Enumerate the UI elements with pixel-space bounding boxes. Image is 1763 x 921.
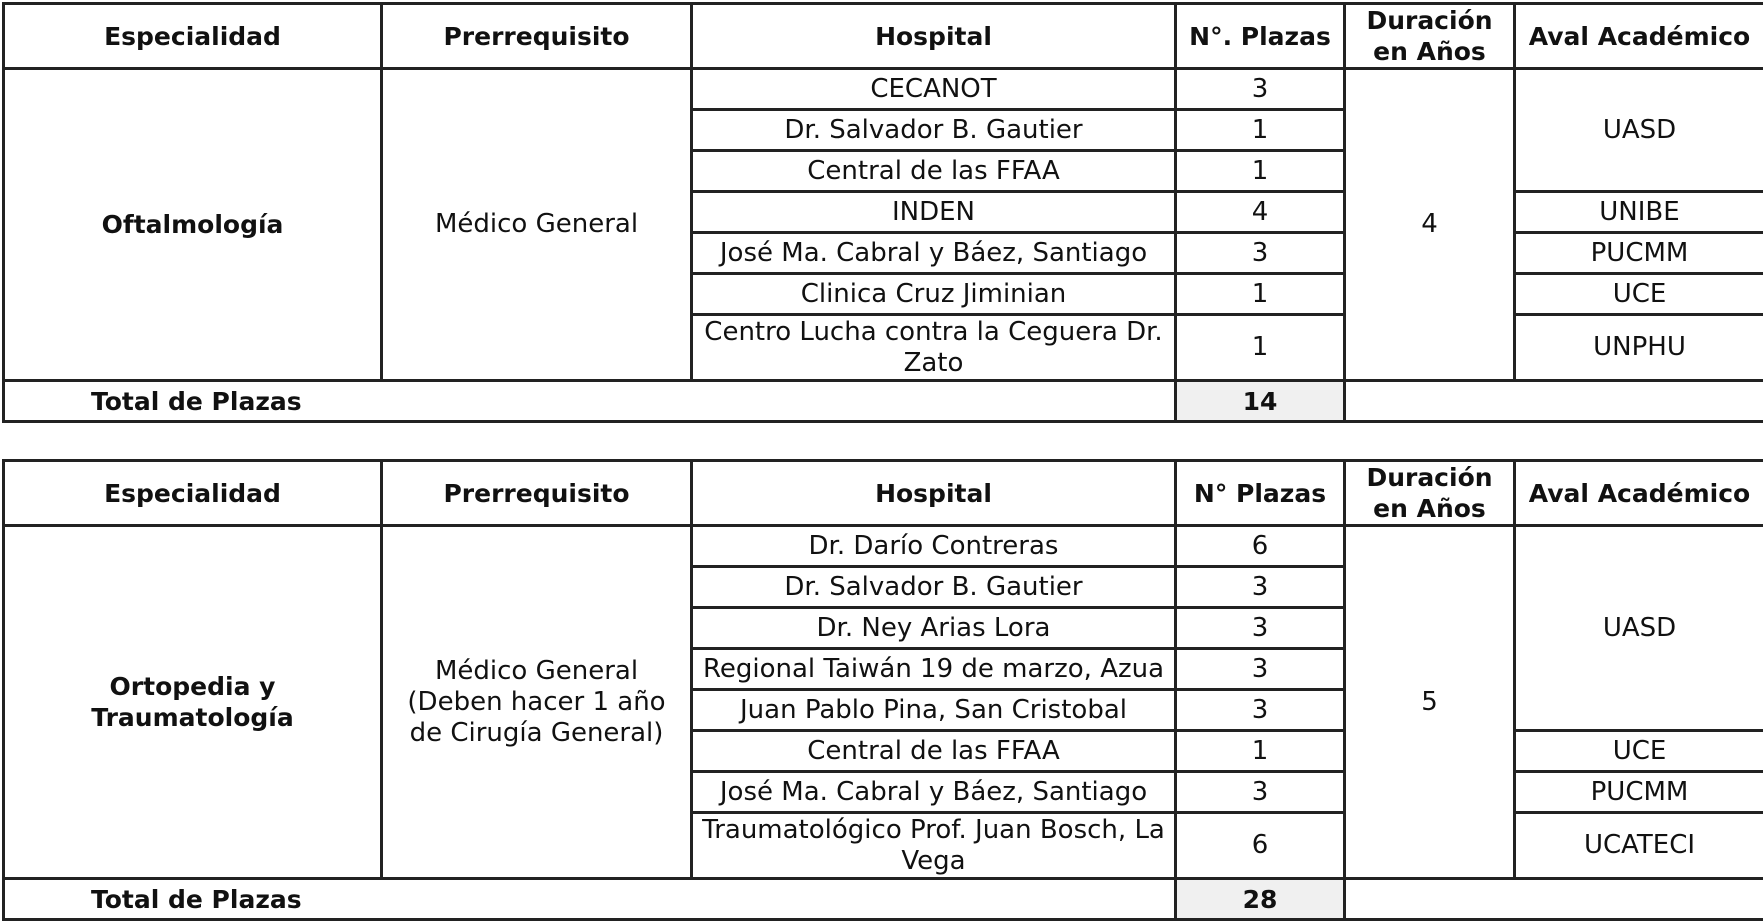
total-blank [1345, 879, 1763, 920]
header-especialidad: Especialidad [4, 461, 382, 526]
hospital-cell: Regional Taiwán 19 de marzo, Azua [692, 649, 1176, 690]
header-hospital: Hospital [692, 4, 1176, 69]
prerrequisito-cell: Médico General [382, 69, 692, 381]
total-label: Total de Plazas [4, 381, 1176, 422]
especialidad-cell: Ortopedia y Traumatología [4, 526, 382, 879]
aval-cell: PUCMM [1515, 772, 1763, 813]
header-duracion: Duración en Años [1345, 461, 1515, 526]
total-row [4, 879, 1763, 920]
aval-cell: UCE [1515, 274, 1763, 315]
hospital-cell: Clinica Cruz Jiminian [692, 274, 1176, 315]
header-row [4, 461, 1763, 526]
plazas-cell: 6 [1176, 526, 1345, 567]
plazas-cell: 1 [1176, 151, 1345, 192]
plazas-cell: 4 [1176, 192, 1345, 233]
header-aval: Aval Académico [1515, 4, 1763, 69]
header-especialidad: Especialidad [4, 4, 382, 69]
plazas-cell: 3 [1176, 567, 1345, 608]
prerrequisito-cell: Médico General (Deben hacer 1 año de Cirugía General) [382, 526, 692, 879]
header-prerrequisito: Prerrequisito [382, 461, 692, 526]
plazas-cell: 3 [1176, 608, 1345, 649]
header-hospital: Hospital [692, 461, 1176, 526]
hospital-cell: Dr. Ney Arias Lora [692, 608, 1176, 649]
plazas-cell: 6 [1176, 813, 1345, 879]
aval-cell: PUCMM [1515, 233, 1763, 274]
hospital-cell: INDEN [692, 192, 1176, 233]
hospital-cell: Juan Pablo Pina, San Cristobal [692, 690, 1176, 731]
plazas-cell: 3 [1176, 69, 1345, 110]
table-row [4, 69, 1763, 110]
hospital-cell: José Ma. Cabral y Báez, Santiago [692, 772, 1176, 813]
duracion-cell: 5 [1345, 526, 1515, 879]
total-label: Total de Plazas [4, 879, 1176, 920]
header-plazas: N°. Plazas [1176, 4, 1345, 69]
duracion-cell: 4 [1345, 69, 1515, 381]
plazas-cell: 1 [1176, 315, 1345, 381]
plazas-cell: 3 [1176, 233, 1345, 274]
aval-cell: UCE [1515, 731, 1763, 772]
especialidad-cell: Oftalmología [4, 69, 382, 381]
header-duracion: Duración en Años [1345, 4, 1515, 69]
aval-cell: UCATECI [1515, 813, 1763, 879]
hospital-cell: Dr. Salvador B. Gautier [692, 567, 1176, 608]
ortopedia-table [2, 459, 1763, 921]
hospital-cell: CECANOT [692, 69, 1176, 110]
total-row [4, 381, 1763, 422]
total-blank [1345, 381, 1763, 422]
hospital-cell: Central de las FFAA [692, 151, 1176, 192]
plazas-cell: 3 [1176, 690, 1345, 731]
hospital-cell: José Ma. Cabral y Báez, Santiago [692, 233, 1176, 274]
hospital-cell: Central de las FFAA [692, 731, 1176, 772]
hospital-cell: Dr. Salvador B. Gautier [692, 110, 1176, 151]
hospital-cell: Traumatológico Prof. Juan Bosch, La Vega [692, 813, 1176, 879]
hospital-cell: Dr. Darío Contreras [692, 526, 1176, 567]
aval-cell: UASD [1515, 526, 1763, 731]
plazas-cell: 3 [1176, 649, 1345, 690]
aval-cell: UNPHU [1515, 315, 1763, 381]
total-value: 28 [1176, 879, 1345, 920]
plazas-cell: 1 [1176, 110, 1345, 151]
header-row [4, 4, 1763, 69]
plazas-cell: 1 [1176, 274, 1345, 315]
total-value: 14 [1176, 381, 1345, 422]
table-row [4, 526, 1763, 567]
header-prerrequisito: Prerrequisito [382, 4, 692, 69]
plazas-cell: 3 [1176, 772, 1345, 813]
header-aval: Aval Académico [1515, 461, 1763, 526]
oftalmologia-table [2, 2, 1763, 423]
hospital-cell: Centro Lucha contra la Ceguera Dr. Zato [692, 315, 1176, 381]
plazas-cell: 1 [1176, 731, 1345, 772]
aval-cell: UNIBE [1515, 192, 1763, 233]
aval-cell: UASD [1515, 69, 1763, 192]
header-plazas: N° Plazas [1176, 461, 1345, 526]
